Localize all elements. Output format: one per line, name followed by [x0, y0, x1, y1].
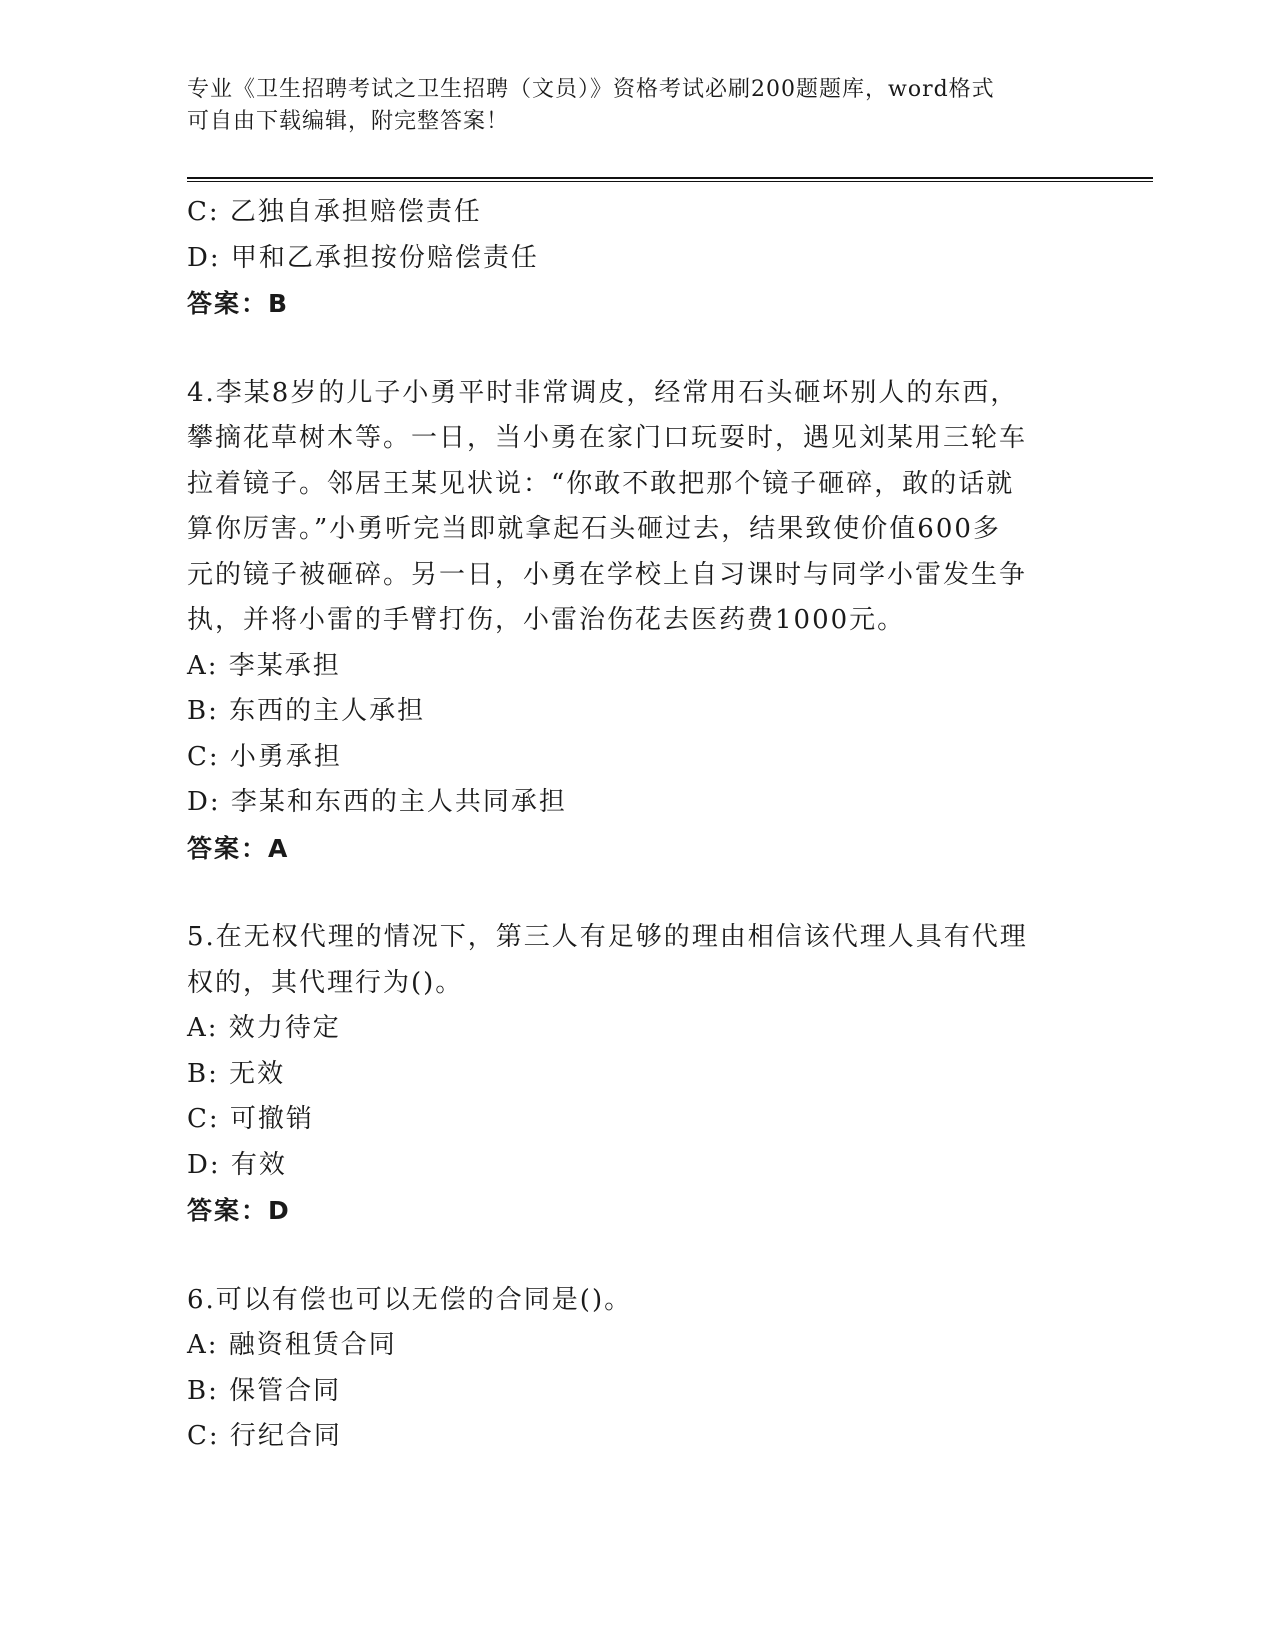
question-text — [187, 1278, 1067, 1324]
question-4 — [187, 371, 1067, 872]
answer-label: 答案：D — [187, 1196, 291, 1225]
question-line: 攀摘花草树木等。一日，当小勇在家门口玩耍时，遇见刘某用三轮车 — [187, 423, 1028, 453]
document-body — [187, 190, 1067, 1460]
option-c: C: 乙独自承担赔偿责任 — [187, 197, 482, 227]
question-text — [187, 915, 1067, 1006]
question-6 — [187, 1278, 1067, 1460]
option-b: B: 保管合同 — [187, 1375, 342, 1406]
question-line: 5.在无权代理的情况下，第三人有足够的理由相信该代理人具有代理 — [187, 922, 1028, 952]
answer-label: 答案：A — [187, 833, 290, 863]
option-d: D: 有效 — [187, 1149, 287, 1180]
answer-label: 答案：B — [187, 289, 290, 318]
option-d: D: 李某和东西的主人共同承担 — [187, 787, 567, 817]
header-line-1: 专业《卫生招聘考试之卫生招聘（文员）》资格考试必刷200题题库，word格式 — [187, 77, 995, 102]
option-c: C: 可撤销 — [187, 1104, 314, 1134]
question-line: 4.李某8岁的儿子小勇平时非常调皮，经常用石头砸坏别人的东西， — [187, 377, 1019, 408]
option-a: A: 效力待定 — [187, 1013, 341, 1043]
document-header — [187, 74, 1067, 138]
option-c: C: 小勇承担 — [187, 741, 342, 772]
question-text — [187, 371, 1067, 644]
question-3 — [187, 190, 1067, 327]
question-line: 拉着镜子。邻居王某见状说：“你敢不敢把那个镜子砸碎，敢的话就 — [187, 468, 1015, 499]
option-a: A: 李某承担 — [187, 650, 341, 681]
question-line: 算你厉害。”小勇听完当即就拿起石头砸过去，结果致使价值600多 — [187, 514, 1001, 544]
option-b: B: 东西的主人承担 — [187, 696, 426, 726]
option-a: A: 融资租赁合同 — [187, 1330, 397, 1360]
option-b: B: 无效 — [187, 1058, 286, 1089]
option-c: C: 行纪合同 — [187, 1421, 342, 1451]
question-line: 元的镜子被砸碎。另一日，小勇在学校上自习课时与同学小雷发生争 — [187, 559, 1028, 590]
question-5 — [187, 915, 1067, 1234]
header-line-2: 可自由下载编辑，附完整答案！ — [187, 109, 510, 134]
option-d: D: 甲和乙承担按份赔偿责任 — [187, 242, 539, 273]
header-divider — [187, 177, 1153, 182]
question-line: 执，并将小雷的手臂打伤，小雷治伤花去医药费1000元。 — [187, 605, 906, 635]
question-line: 权的，其代理行为()。 — [187, 967, 464, 998]
question-line: 6.可以有偿也可以无偿的合同是()。 — [187, 1284, 633, 1315]
